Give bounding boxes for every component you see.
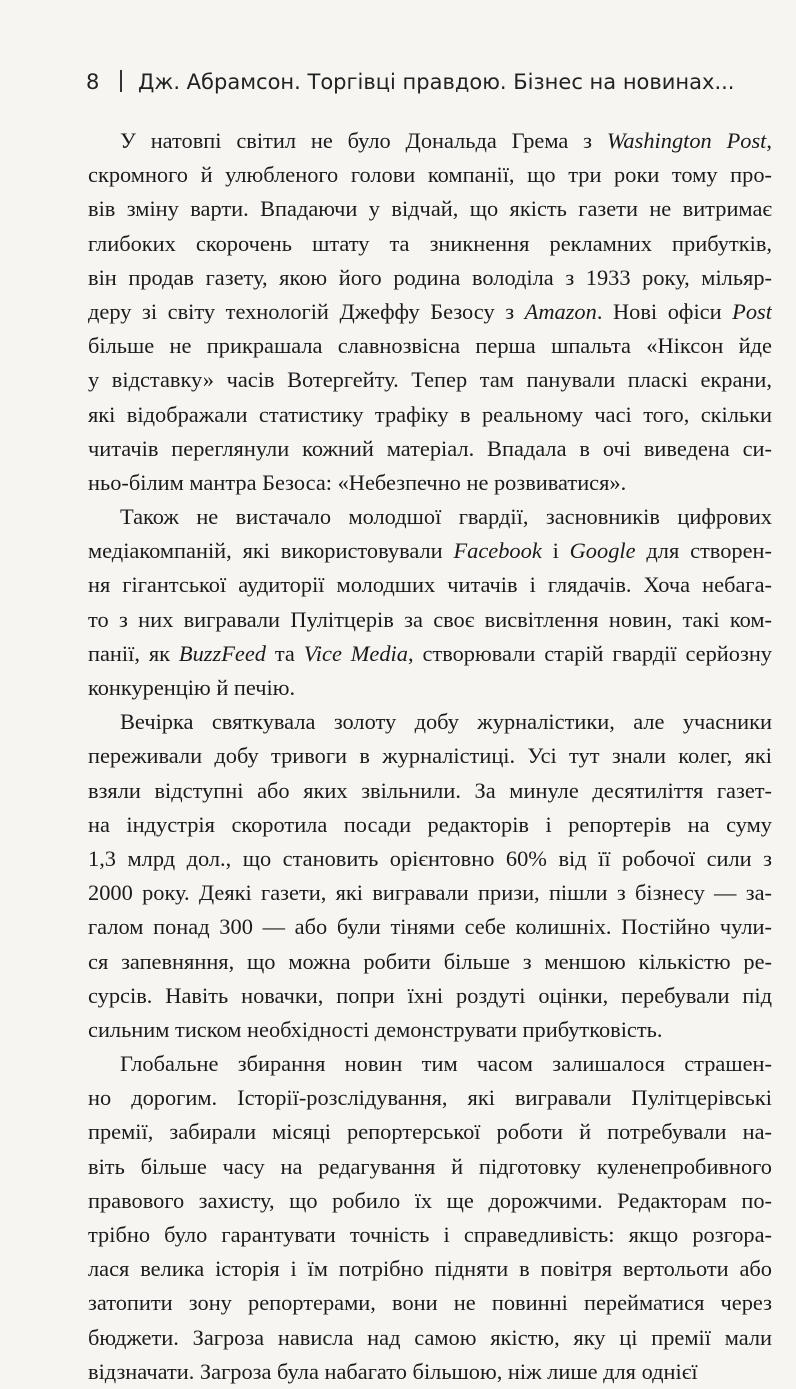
text-run: , створювали старій гвардії серйозну [407, 640, 772, 666]
text-line [88, 398, 772, 432]
text-line [88, 568, 772, 602]
text-run: 2000 року. Деякі газети, які вигравали призи, пішли з бізнесу — за- [88, 880, 772, 906]
text-run: конкуренцію й печію. [88, 675, 296, 700]
text-run: ньо-білим мантра Безоса: «Небезпечно не розвиватися». [88, 469, 627, 495]
running-head [86, 70, 776, 94]
text-run: правового захисту, що робило їх ще дорожчими. Редакторам по- [88, 1187, 772, 1213]
text-line [88, 295, 772, 329]
text-run: ня гігантської аудиторії молодших читачів і глядачів. Хоча небага- [88, 572, 772, 598]
italic-text: Post [732, 298, 772, 324]
paragraph [88, 500, 772, 705]
text-run: більше не прикрашала славнозвісна перша шпальта «Ніксон йде [88, 333, 772, 359]
text-run: відзначати. Загроза була набагато більшою, ніж лише для однієї [88, 1358, 698, 1384]
text-line [88, 534, 772, 568]
text-line [88, 192, 772, 226]
text-line [88, 1047, 772, 1081]
text-line [88, 979, 772, 1013]
text-line [88, 1321, 772, 1355]
text-run: які відображали статистику трафіку в реальному часі того, скільки [88, 401, 772, 427]
text-line [88, 945, 772, 979]
text-run: і [541, 538, 570, 564]
text-run: сурсів. Навіть новачки, попри їхні роздуті оцінки, перебували під [88, 982, 772, 1008]
text-run: трібно було гарантувати точність і справедливість: якщо розгора- [88, 1222, 772, 1247]
text-run: сильним тиском необхідності демонструвати прибутковість. [88, 1016, 663, 1042]
text-run: та [265, 640, 304, 666]
text-run: то з них вигравали Пулітцерів за своє висвітлення новин, такі ком- [88, 606, 772, 632]
text-line [88, 1218, 772, 1252]
text-line [88, 227, 772, 261]
running-title: Дж. Абрамсон. Торгівці правдою. Бізнес на новинах... [138, 70, 735, 94]
text-run: премії, забирали місяці репортерської роботи й потребували на- [88, 1119, 772, 1145]
text-run: медіакомпаній, які використовували [88, 538, 454, 564]
text-run: Глобальне збирання новин тим часом залишалося страшен- [120, 1051, 772, 1077]
text-run: галом понад 300 — або були тінями себе колишніх. Постійно чули- [88, 914, 772, 940]
text-run: для створен- [635, 538, 772, 564]
text-run: взяли відступні або яких звільнили. За минуле десятиліття газет- [88, 777, 772, 803]
italic-text: Vice Media [303, 640, 408, 666]
text-line [88, 671, 772, 705]
text-line [88, 705, 772, 739]
text-run: віть більше часу на редагування й підготовку куленепробивного [88, 1153, 772, 1179]
text-run: бюджети. Загроза нависла над самою якістю, яку ці премії мали [88, 1324, 772, 1350]
text-run: , [766, 128, 772, 153]
text-run: У натовпі світил не було Дональда Грема з [120, 128, 607, 153]
text-run: на індустрія скоротила посади редакторів і репортерів на суму [88, 811, 772, 837]
text-run: у відставку» часів Вотергейту. Тепер там панували пласкі екрани, [88, 367, 772, 393]
text-run: Також не вистачало молодшої гвардії, засновників цифрових [120, 504, 772, 530]
text-line [88, 329, 772, 363]
text-line [88, 637, 772, 671]
text-run: затопити зону репортерами, вони не повинні перейматися через [88, 1290, 772, 1316]
italic-text: BuzzFeed [178, 640, 266, 666]
text-line [88, 808, 772, 842]
text-run: . Нові офіси [596, 298, 733, 324]
paragraph [88, 124, 772, 500]
text-line [88, 603, 772, 637]
italic-text: Facebook [453, 538, 542, 564]
text-line [88, 261, 772, 295]
italic-text: Washington Post [606, 128, 767, 153]
paragraph [88, 705, 772, 1047]
text-line [88, 1286, 772, 1320]
text-run: глибоких скорочень штату та зникнення рекламних прибутків, [88, 230, 772, 256]
text-line [88, 842, 772, 876]
text-line [88, 739, 772, 773]
text-line [88, 1115, 772, 1149]
italic-text: Google [569, 538, 636, 564]
text-run: панії, як [88, 640, 179, 666]
text-line [88, 158, 772, 192]
text-line [88, 466, 772, 500]
text-line [88, 363, 772, 397]
page-number: 8 [86, 70, 100, 94]
text-run: ся запевняння, що можна робити більше з меншою кількістю ре- [88, 948, 772, 974]
text-line [88, 500, 772, 534]
text-run: переживали добу тривоги в журналістиці. Усі тут знали колег, які [88, 743, 772, 769]
header-divider [120, 70, 122, 92]
italic-text: Amazon [524, 298, 597, 324]
paragraph [88, 1047, 772, 1389]
body-text [88, 124, 772, 1389]
text-run: лася велика історія і їм потрібно підняти в повітря вертольоти або [88, 1256, 772, 1282]
text-line [88, 1355, 772, 1389]
text-line [88, 910, 772, 944]
text-run: скромного й улюбленого голови компанії, що три роки тому про- [88, 162, 772, 188]
text-line [88, 876, 772, 910]
text-run: вів зміну варти. Впадаючи у відчай, що якість газети не витримає [88, 196, 772, 222]
text-run: він продав газету, якою його родина володіла з 1933 року, мільяр- [88, 264, 772, 290]
text-line [88, 1081, 772, 1115]
text-line [88, 124, 772, 158]
text-run: 1,3 млрд дол., що становить орієнтовно 60% від її робочої сили з [88, 845, 772, 871]
text-line [88, 1252, 772, 1286]
text-run: деру зі світу технологій Джеффу Безосу з [88, 298, 525, 324]
text-line [88, 1184, 772, 1218]
text-run: но дорогим. Історії-розслідування, які вигравали Пулітцерівські [88, 1085, 772, 1111]
text-run: читачів переглянули кожний матеріал. Впадала в очі виведена си- [88, 435, 772, 461]
text-line [88, 774, 772, 808]
text-line [88, 432, 772, 466]
text-line [88, 1013, 772, 1047]
text-line [88, 1150, 772, 1184]
text-run: Вечірка святкувала золоту добу журналістики, але учасники [120, 709, 772, 735]
